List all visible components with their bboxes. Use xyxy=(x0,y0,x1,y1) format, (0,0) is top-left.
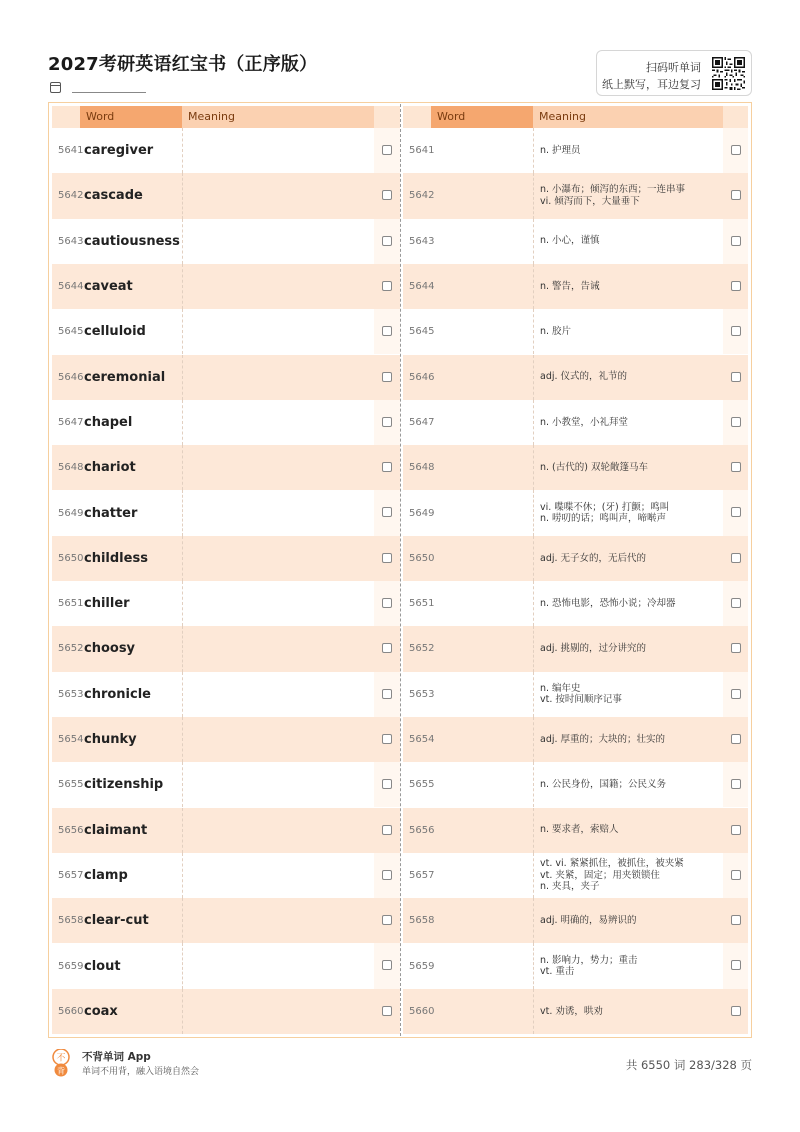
header-num-cell xyxy=(52,106,80,128)
right-table-row xyxy=(403,853,748,898)
meaning-blank-field[interactable] xyxy=(182,989,374,1034)
word-number: 5650 xyxy=(58,552,84,564)
word-blank-field[interactable] xyxy=(431,128,533,173)
word-number: 5648 xyxy=(409,462,435,474)
mastered-checkbox[interactable] xyxy=(731,870,741,880)
left-table-row xyxy=(52,355,400,400)
header-word: Word xyxy=(80,106,182,128)
vocab-meaning: n. 警告，告诫 xyxy=(533,264,723,309)
header-meaning: Meaning xyxy=(182,106,374,128)
word-number: 5647 xyxy=(409,416,435,428)
meaning-blank-field[interactable] xyxy=(182,490,374,535)
right-table-row xyxy=(403,943,748,988)
mastered-checkbox[interactable] xyxy=(731,462,741,472)
left-table-row xyxy=(52,173,400,218)
word-number: 5655 xyxy=(58,779,84,791)
left-table-row xyxy=(52,400,400,445)
vocab-word: chapel xyxy=(84,414,133,430)
vocab-meaning: n. 要求者，索赔人 xyxy=(533,808,723,853)
right-table-row xyxy=(403,808,748,853)
vocab-meaning: adj. 厚重的；大块的；壮实的 xyxy=(533,717,723,762)
vocab-word: chronicle xyxy=(84,686,151,702)
word-number: 5642 xyxy=(58,190,84,202)
right-table-row xyxy=(403,128,748,173)
word-number: 5651 xyxy=(58,598,84,610)
meaning-blank-field[interactable] xyxy=(182,309,374,354)
mastered-checkbox[interactable] xyxy=(382,145,392,155)
word-blank-field[interactable] xyxy=(431,898,533,943)
check-column xyxy=(723,355,748,400)
meaning-blank-field[interactable] xyxy=(182,943,374,988)
word-blank-field[interactable] xyxy=(431,581,533,626)
check-column xyxy=(723,989,748,1034)
vocab-word: coax xyxy=(84,1003,118,1019)
vocab-word: chiller xyxy=(84,596,130,612)
check-column xyxy=(374,898,400,943)
meaning-blank-field[interactable] xyxy=(182,173,374,218)
check-column xyxy=(374,490,400,535)
word-number: 5647 xyxy=(58,416,84,428)
mastered-checkbox[interactable] xyxy=(382,689,392,699)
vocab-word: celluloid xyxy=(84,324,146,340)
mastered-checkbox[interactable] xyxy=(731,417,741,427)
mastered-checkbox[interactable] xyxy=(731,236,741,246)
meaning-blank-field[interactable] xyxy=(182,445,374,490)
check-column xyxy=(723,219,748,264)
vocab-meaning: n. 影响力，势力；重击 vt. 重击 xyxy=(533,943,723,988)
right-table-row xyxy=(403,219,748,264)
vocab-meaning: n. 小教堂，小礼拜堂 xyxy=(533,400,723,445)
check-column xyxy=(374,309,400,354)
mastered-checkbox[interactable] xyxy=(731,553,741,563)
left-table-row xyxy=(52,762,400,807)
mastered-checkbox[interactable] xyxy=(731,825,741,835)
left-table-row xyxy=(52,717,400,762)
left-table-row xyxy=(52,672,400,717)
calendar-icon xyxy=(50,82,61,93)
mastered-checkbox[interactable] xyxy=(731,643,741,653)
word-number: 5644 xyxy=(58,281,84,293)
right-table-row xyxy=(403,898,748,943)
vocab-meaning: n. 胶片 xyxy=(533,309,723,354)
check-column xyxy=(723,128,748,173)
word-number: 5641 xyxy=(58,145,84,157)
meaning-blank-field[interactable] xyxy=(182,355,374,400)
vocab-word: clout xyxy=(84,958,121,974)
mastered-checkbox[interactable] xyxy=(382,553,392,563)
mastered-checkbox[interactable] xyxy=(382,870,392,880)
vocab-meaning: adj. 仪式的，礼节的 xyxy=(533,355,723,400)
left-table-row xyxy=(52,808,400,853)
mastered-checkbox[interactable] xyxy=(731,326,741,336)
check-column xyxy=(723,581,748,626)
check-column xyxy=(723,626,748,671)
column-divider xyxy=(400,104,401,1036)
mastered-checkbox[interactable] xyxy=(731,372,741,382)
word-blank-field[interactable] xyxy=(431,762,533,807)
mastered-checkbox[interactable] xyxy=(382,734,392,744)
mastered-checkbox[interactable] xyxy=(382,598,392,608)
footer-app-name: 不背单词 App xyxy=(82,1051,151,1063)
page-title: 2027考研英语红宝书（正序版） xyxy=(48,54,318,75)
mastered-checkbox[interactable] xyxy=(731,960,741,970)
word-blank-field[interactable] xyxy=(431,717,533,762)
left-table-header xyxy=(52,106,400,128)
mastered-checkbox[interactable] xyxy=(731,779,741,789)
word-number: 5653 xyxy=(409,688,435,700)
right-table-row xyxy=(403,309,748,354)
word-blank-field[interactable] xyxy=(431,536,533,581)
left-table-row xyxy=(52,309,400,354)
vocab-word: chatter xyxy=(84,505,138,521)
word-number: 5659 xyxy=(58,960,84,972)
right-table-row xyxy=(403,626,748,671)
date-underline xyxy=(72,92,146,93)
vocab-meaning: adj. 无子女的，无后代的 xyxy=(533,536,723,581)
word-number: 5645 xyxy=(409,326,435,338)
check-column xyxy=(723,173,748,218)
vocab-meaning: adj. 挑剔的，过分讲究的 xyxy=(533,626,723,671)
meaning-blank-field[interactable] xyxy=(182,762,374,807)
word-number: 5649 xyxy=(58,507,84,519)
left-table-row xyxy=(52,128,400,173)
check-column xyxy=(723,445,748,490)
word-number: 5658 xyxy=(58,915,84,927)
check-column xyxy=(374,853,400,898)
vocab-meaning: adj. 明确的，易辨识的 xyxy=(533,898,723,943)
mastered-checkbox[interactable] xyxy=(731,734,741,744)
vocab-word: claimant xyxy=(84,822,148,838)
vocab-word: cascade xyxy=(84,188,143,204)
word-blank-field[interactable] xyxy=(431,309,533,354)
check-column xyxy=(723,762,748,807)
mastered-checkbox[interactable] xyxy=(382,779,392,789)
mastered-checkbox[interactable] xyxy=(382,372,392,382)
meaning-blank-field[interactable] xyxy=(182,264,374,309)
word-number: 5657 xyxy=(58,869,84,881)
vocab-word: clear-cut xyxy=(84,913,149,929)
word-number: 5646 xyxy=(58,371,84,383)
qr-caption-review: 纸上默写，耳边复习 xyxy=(602,78,701,91)
header-num-cell xyxy=(403,106,431,128)
left-table-row xyxy=(52,219,400,264)
check-column xyxy=(374,128,400,173)
right-table-row xyxy=(403,400,748,445)
word-number: 5654 xyxy=(58,734,84,746)
check-column xyxy=(723,672,748,717)
word-number: 5660 xyxy=(409,1005,435,1017)
vocab-word: ceremonial xyxy=(84,369,166,385)
right-table-row xyxy=(403,762,748,807)
word-number: 5659 xyxy=(409,960,435,972)
check-column xyxy=(374,264,400,309)
word-blank-field[interactable] xyxy=(431,672,533,717)
right-table-row xyxy=(403,264,748,309)
word-number: 5643 xyxy=(58,235,84,247)
word-blank-field[interactable] xyxy=(431,219,533,264)
meaning-blank-field[interactable] xyxy=(182,626,374,671)
vocab-word: childless xyxy=(84,550,148,566)
left-table-row xyxy=(52,898,400,943)
check-column xyxy=(723,898,748,943)
meaning-blank-field[interactable] xyxy=(182,853,374,898)
check-column xyxy=(723,309,748,354)
header-check-cell xyxy=(374,106,400,128)
vocab-meaning: n. 恐怖电影，恐怖小说；冷却器 xyxy=(533,581,723,626)
left-table-row xyxy=(52,581,400,626)
word-number: 5656 xyxy=(409,824,435,836)
right-table-row xyxy=(403,717,748,762)
check-column xyxy=(723,717,748,762)
check-column xyxy=(723,808,748,853)
left-table-row xyxy=(52,536,400,581)
check-column xyxy=(374,355,400,400)
mastered-checkbox[interactable] xyxy=(382,1006,392,1016)
word-blank-field[interactable] xyxy=(431,943,533,988)
meaning-blank-field[interactable] xyxy=(182,717,374,762)
check-column xyxy=(374,808,400,853)
vocab-meaning: n. 护理员 xyxy=(533,128,723,173)
word-blank-field[interactable] xyxy=(431,989,533,1034)
word-number: 5654 xyxy=(409,734,435,746)
left-table-row xyxy=(52,445,400,490)
right-table-row xyxy=(403,173,748,218)
vocab-meaning: n. 公民身份，国籍；公民义务 xyxy=(533,762,723,807)
word-number: 5649 xyxy=(409,507,435,519)
word-number: 5643 xyxy=(409,235,435,247)
left-table-row xyxy=(52,490,400,535)
word-blank-field[interactable] xyxy=(431,490,533,535)
word-blank-field[interactable] xyxy=(431,808,533,853)
check-column xyxy=(374,536,400,581)
word-number: 5656 xyxy=(58,824,84,836)
mastered-checkbox[interactable] xyxy=(382,825,392,835)
left-table-row xyxy=(52,989,400,1034)
meaning-blank-field[interactable] xyxy=(182,808,374,853)
left-table-row xyxy=(52,853,400,898)
mastered-checkbox[interactable] xyxy=(731,689,741,699)
mastered-checkbox[interactable] xyxy=(382,190,392,200)
check-column xyxy=(374,989,400,1034)
vocab-meaning: n. 编年史 vt. 按时间顺序记事 xyxy=(533,672,723,717)
mastered-checkbox[interactable] xyxy=(731,598,741,608)
vocab-meaning: vi. 喋喋不休；(牙) 打颤；鸣叫 n. 唠叨的话；鸣叫声，啼啭声 xyxy=(533,490,723,535)
meaning-blank-field[interactable] xyxy=(182,219,374,264)
left-table-row xyxy=(52,264,400,309)
word-number: 5653 xyxy=(58,688,84,700)
app-logo-icon xyxy=(50,1049,72,1077)
word-number: 5645 xyxy=(58,326,84,338)
footer-slogan: 单词不用背，融入语境自然会 xyxy=(82,1067,200,1077)
word-blank-field[interactable] xyxy=(431,400,533,445)
vocab-word: chunky xyxy=(84,732,137,748)
word-number: 5650 xyxy=(409,552,435,564)
header-meaning: Meaning xyxy=(533,106,723,128)
date-field xyxy=(50,80,61,94)
word-number: 5652 xyxy=(58,643,84,655)
qr-caption-listen: 扫码听单词 xyxy=(646,61,701,74)
mastered-checkbox[interactable] xyxy=(382,462,392,472)
mastered-checkbox[interactable] xyxy=(382,236,392,246)
check-column xyxy=(723,490,748,535)
check-column xyxy=(723,943,748,988)
meaning-blank-field[interactable] xyxy=(182,536,374,581)
mastered-checkbox[interactable] xyxy=(731,915,741,925)
svg-text:不: 不 xyxy=(56,1053,66,1064)
right-table-header xyxy=(403,106,748,128)
right-table-row xyxy=(403,490,748,535)
mastered-checkbox[interactable] xyxy=(731,190,741,200)
vocab-word: chariot xyxy=(84,460,136,476)
mastered-checkbox[interactable] xyxy=(731,1006,741,1016)
word-blank-field[interactable] xyxy=(431,173,533,218)
right-table-row xyxy=(403,536,748,581)
header-word: Word xyxy=(431,106,533,128)
check-column xyxy=(723,536,748,581)
word-number: 5657 xyxy=(409,869,435,881)
page-info: 共 6550 词 283/328 页 xyxy=(625,1058,752,1072)
mastered-checkbox[interactable] xyxy=(382,417,392,427)
word-number: 5652 xyxy=(409,643,435,655)
check-column xyxy=(374,219,400,264)
word-number: 5648 xyxy=(58,462,84,474)
check-column xyxy=(374,672,400,717)
word-number: 5658 xyxy=(409,915,435,927)
vocab-meaning: vt. 劝诱，哄劝 xyxy=(533,989,723,1034)
mastered-checkbox[interactable] xyxy=(382,960,392,970)
meaning-blank-field[interactable] xyxy=(182,128,374,173)
qr-card[interactable] xyxy=(596,50,752,96)
mastered-checkbox[interactable] xyxy=(731,145,741,155)
word-number: 5651 xyxy=(409,598,435,610)
meaning-blank-field[interactable] xyxy=(182,400,374,445)
header-check-cell xyxy=(723,106,748,128)
left-table-row xyxy=(52,626,400,671)
vocab-word: citizenship xyxy=(84,777,164,793)
word-blank-field[interactable] xyxy=(431,445,533,490)
word-number: 5646 xyxy=(409,371,435,383)
mastered-checkbox[interactable] xyxy=(382,281,392,291)
check-column xyxy=(374,717,400,762)
mastered-checkbox[interactable] xyxy=(382,507,392,517)
vocab-word: choosy xyxy=(84,641,136,657)
word-number: 5642 xyxy=(409,190,435,202)
mastered-checkbox[interactable] xyxy=(382,326,392,336)
mastered-checkbox[interactable] xyxy=(382,915,392,925)
word-blank-field[interactable] xyxy=(431,853,533,898)
vocab-meaning: n. (古代的) 双轮敞篷马车 xyxy=(533,445,723,490)
mastered-checkbox[interactable] xyxy=(731,507,741,517)
vocab-word: cautiousness xyxy=(84,233,180,249)
check-column xyxy=(723,400,748,445)
qr-code-icon[interactable] xyxy=(712,57,745,90)
check-column xyxy=(374,173,400,218)
vocab-meaning: vt. vi. 紧紧抓住，被抓住，被夹紧 vt. 夹紧，固定；用夹锁锁住 n. 夹具，夹子 xyxy=(533,853,723,898)
check-column xyxy=(374,943,400,988)
right-table-row xyxy=(403,355,748,400)
word-blank-field[interactable] xyxy=(431,355,533,400)
vocab-word: caregiver xyxy=(84,143,154,159)
word-number: 5641 xyxy=(409,145,435,157)
check-column xyxy=(374,581,400,626)
meaning-blank-field[interactable] xyxy=(182,672,374,717)
check-column xyxy=(374,400,400,445)
vocab-meaning: n. 小心，谨慎 xyxy=(533,219,723,264)
vocab-word: caveat xyxy=(84,279,133,295)
check-column xyxy=(723,264,748,309)
left-table-row xyxy=(52,943,400,988)
word-blank-field[interactable] xyxy=(431,626,533,671)
vocab-meaning: n. 小瀑布；倾泻的东西；一连串事 vi. 倾泻而下，大量垂下 xyxy=(533,173,723,218)
mastered-checkbox[interactable] xyxy=(382,643,392,653)
meaning-blank-field[interactable] xyxy=(182,581,374,626)
right-table-row xyxy=(403,672,748,717)
right-table-row xyxy=(403,581,748,626)
word-blank-field[interactable] xyxy=(431,264,533,309)
right-table-row xyxy=(403,445,748,490)
right-table-row xyxy=(403,989,748,1034)
check-column xyxy=(374,626,400,671)
word-number: 5655 xyxy=(409,779,435,791)
check-column xyxy=(374,762,400,807)
mastered-checkbox[interactable] xyxy=(731,281,741,291)
check-column xyxy=(723,853,748,898)
svg-text:背: 背 xyxy=(57,1066,65,1076)
check-column xyxy=(374,445,400,490)
meaning-blank-field[interactable] xyxy=(182,898,374,943)
word-number: 5660 xyxy=(58,1005,84,1017)
vocab-word: clamp xyxy=(84,867,128,883)
word-number: 5644 xyxy=(409,281,435,293)
